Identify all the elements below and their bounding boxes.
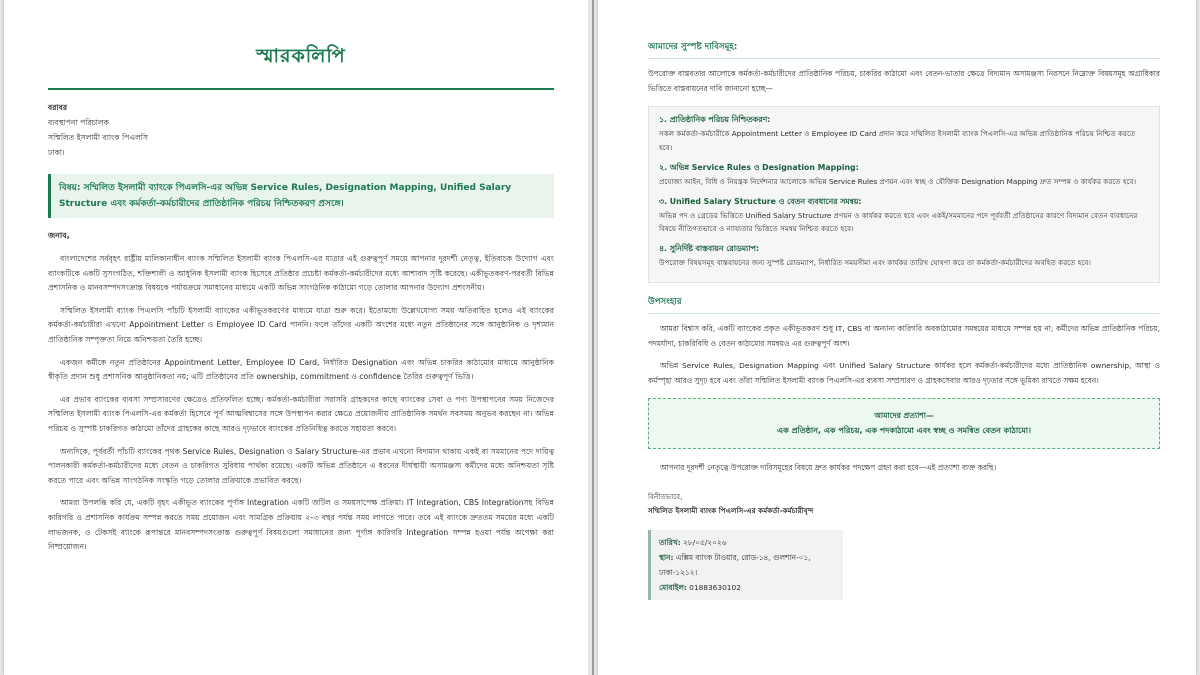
- place-value: এক্সিম ব্যাংক টাওয়ার, রোড-১৪, গুলশান-০১, ঢাকা-১২১২।: [659, 552, 811, 577]
- demand-title: ৩. Unified Salary Structure ও বেতন ব্যবধানের সমন্বয়:: [659, 196, 862, 206]
- memo-title: স্মারকলিপি: [256, 45, 346, 67]
- title-divider: [48, 88, 554, 90]
- demands-box: [648, 106, 1160, 283]
- salutation: জনাব,: [48, 231, 70, 240]
- conclusion-paragraph: আমরা বিশ্বাস করি, একটি ব্যাংকের প্রকৃত একীভূতকরণ শুধু IT, CBS বা অন্যান্য কারিগরি অবকাঠামোর সমন্বয়ের মাধ্যমে সম্পন্ন হয় না; কর্মীদের অভিন্ন প্রাতিষ্ঠানিক পরিচয়, পদমর্যাদা, চাকরিবিধি ও বেতন কাঠামোর সমন্বয়ও এর গুরুত্বপূর্ণ অংশ।: [648, 323, 1160, 348]
- demand-text: প্রযোজ্য আইন, বিধি ও নিয়ন্ত্রক নির্দেশনার আলোকে অভিন্ন Service Rules প্রণয়ন এবং স্বচ্ছ ও যৌক্তিক Designation Mapping দ্রুত সম্পন্ন ও কার্যকর করতে হবে।: [659, 176, 1137, 186]
- body-paragraph: বাংলাদেশের সর্ববৃহৎ রাষ্ট্রীয় মালিকানাধীন ব্যাংক সম্মিলিত ইসলামী ব্যাংক পিএলসি-এর যাত্রার এই গুরুত্বপূর্ণ সময়ে আপনার দূরদর্শী নেতৃত্ব, ইতিবাচক উদ্যোগ এবং ব্যাংকটিকে একটি সুসংগঠিত, শক্তিশালী ও আধুনিক ইসলামী ব্যাংক হিসেবে প্রতিষ্ঠার প্রচেষ্টা কর্মকর্তা-কর্মচারীদের মধ্যে আশাবাদ সৃষ্টি করেছে। একীভূতকরণ-পরবর্তী বিভিন্ন প্রশাসনিক ও মানবসম্পদসংক্রান্ত বিষয়কে পর্যায়ক্রমে সমাধানের মাধ্যমে একটি অভিন্ন সাংগঠনিক কাঠামো গড়ে তোলার আপনার উদ্যোগ প্রশংসনীয়।: [48, 254, 554, 293]
- demand-item: [659, 161, 1149, 189]
- body-paragraph: একজন কর্মীকে নতুন প্রতিষ্ঠানের Appointment Letter, Employee ID Card, নির্ধারিত Designation এবং অভিন্ন চাকরির কাঠামোর মাধ্যমে আনুষ্ঠানিক স্বীকৃতি প্রদান শুধু প্রশাসনিক আনুষ্ঠানিকতা নয়; এটি প্রতিষ্ঠানের প্রতি ownership, commitment ও confidence তৈরির গুরুত্বপূর্ণ ভিত্তি।: [48, 357, 554, 382]
- body-paragraph: সম্মিলিত ইসলামী ব্যাংক পিএলসি পাঁচটি ইসলামী ব্যাংকের একীভূতকরণের মাধ্যমে যাত্রা শুরু করে। ইতোমধ্যে উল্লেখযোগ্য সময় অতিবাহিত হলেও এই ব্যাংকের কর্মকর্তা-কর্মচারীরা এখনো Appointment Letter ও Employee ID Card পাননি। ফলে তাঁদের একটি অংশের মধ্যে নতুন প্রতিষ্ঠানের সঙ্গে আনুষ্ঠানিক ও দৃশ্যমান প্রাতিষ্ঠানিক সম্পৃক্ততা নিয়ে অনিশ্চয়তা তৈরি হচ্ছে।: [48, 305, 554, 344]
- signoff: বিনীতভাবে,: [648, 491, 683, 501]
- slogan-intro: আমাদের প্রত্যাশা—: [874, 411, 934, 421]
- signatory: সম্মিলিত ইসলামী ব্যাংক পিএলসি-এর কর্মকর্তা-কর্মচারীবৃন্দ: [648, 505, 814, 515]
- mobile-value: 01883630102: [689, 582, 741, 592]
- body-paragraph: এর প্রভাব ব্যাংকের ব্যবসা সম্প্রসারণের ক্ষেত্রেও প্রতিফলিত হচ্ছে। কর্মকর্তা-কর্মচারীরা সরাসরি গ্রাহকদের কাছে ব্যাংকের সেবা ও পণ্য উপস্থাপনের সময় নিজেদের সম্মিলিত ইসলামী ব্যাংক পিএলসি-এর কর্মকর্তা হিসেবে পূর্ণ আত্মবিশ্বাসের সঙ্গে উপস্থাপন করার ক্ষেত্রে প্রয়োজনীয় প্রাতিষ্ঠানিক সমর্থন সবসময় অনুভব করছেন না। অভিন্ন পরিচয় ও সুস্পষ্ট চাকরিগত কাঠামো তাঁদের গ্রাহকের কাছে আরও দৃঢ়ভাবে ব্যাংকের প্রতিনিধিত্ব করতে সহায়তা করবে।: [48, 394, 554, 433]
- demand-item: [659, 242, 1149, 270]
- demand-title: ২. অভিন্ন Service Rules ও Designation Mapping:: [659, 162, 859, 172]
- body-paragraph: অন্যদিকে, পূর্ববর্তী পাঁচটি ব্যাংকের পৃথক Service Rules, Designation ও Salary Structure-এর প্রভাব এখনো বিদ্যমান থাকায় একই বা সমমানের পদে দায়িত্ব পালনকারী কর্মকর্তা-কর্মচারীদের মধ্যে বেতন ও চাকরিগত সুবিধায় পার্থক্য রয়েছে। একটি অভিন্ন প্রতিষ্ঠানে এ ধরনের দীর্ঘস্থায়ী অসামঞ্জস্য কর্মীদের মধ্যে অনিশ্চয়তা সৃষ্টি করতে পারে এবং অভিন্ন সাংগঠনিক সংস্কৃতি গড়ে তোলার প্রক্রিয়াকে প্রভাবিত করছে।: [48, 446, 554, 485]
- demand-title: ৪. সুনির্দিষ্ট বাস্তবায়ন রোডম্যাপ:: [659, 244, 759, 254]
- page-two: [598, 0, 1196, 675]
- mobile-row: [659, 580, 835, 595]
- closing-paragraph: আপনার দূরদর্শী নেতৃত্বে উপরোক্ত দাবিসমূহের বিষয়ে দ্রুত কার্যকর পদক্ষেপ গ্রহণ করা হবে—এই প্রত্যাশা ব্যক্ত করছি।: [660, 463, 997, 473]
- place-label: স্থান:: [659, 552, 674, 562]
- meta-box: [648, 530, 843, 600]
- recipient-line: সম্মিলিত ইসলামী ব্যাংক পিএলসি: [48, 133, 148, 142]
- body-paragraph: আমরা উপলব্ধি করি যে, একটি বৃহৎ একীভূত ব্যাংকের পূর্ণাঙ্গ Integration একটি জটিল ও সময়সাপেক্ষ প্রক্রিয়া। IT Integration, CBS Integrationসহ বিভিন্ন কারিগরি ও প্রশাসনিক কার্যক্রম সম্পন্ন করতে সময় প্রয়োজন এবং সামগ্রিক প্রক্রিয়ায় ২–৩ বছর পর্যন্ত সময় লাগতে পারে। তবে এই ব্যাংকে দ্রুততম সময়ের মধ্যে একটি লাভজনক, ও টেকসই ব্যাংকে রূপান্তরে মানবসম্পদসংক্রান্ত গুরুত্বপূর্ণ বিষয়গুলো সমাধানের জন্য পূর্ণাঙ্গ কারিগরি Integration সম্পন্ন হওয়া পর্যন্ত অপেক্ষা করা নিষ্প্রয়োজন।: [48, 498, 555, 552]
- date-row: [659, 535, 835, 550]
- slogan-box: [648, 398, 1160, 449]
- mobile-label: মোবাইল:: [659, 582, 687, 592]
- recipient-label: বরাবর: [48, 103, 68, 112]
- conclusion-paragraph: অভিন্ন Service Rules, Designation Mapping এবং Unified Salary Structure কার্যকর হলে কর্মকর্তা-কর্মচারীদের মধ্যে প্রাতিষ্ঠানিক ownership, আস্থা ও কর্মস্পৃহা আরও সুদৃঢ় হবে এবং তাঁরা সম্মিলিত ইসলামী ব্যাংক পিএলসি-এর ব্যবসা সম্প্রসারণ ও গ্রাহকসেবার আরও দৃঢ়তার সঙ্গে ভূমিকা রাখতে সক্ষম হবেন।: [648, 361, 1160, 385]
- recipient-block: [48, 100, 554, 160]
- date-label: তারিখ:: [659, 537, 681, 547]
- recipient-line: ঢাকা।: [48, 148, 65, 157]
- conclusion-heading: উপসংহার: [648, 295, 1160, 314]
- demand-title: ১. প্রাতিষ্ঠানিক পরিচয় নিশ্চিতকরণ:: [659, 115, 771, 125]
- demand-text: সকল কর্মকর্তা-কর্মচারীকে Appointment Letter ও Employee ID Card প্রদান করে সম্মিলিত ইসলামী ব্যাংক পিএলসি-এর অভিন্ন প্রাতিষ্ঠানিক পরিচয় নিশ্চিত করতে হবে।: [659, 129, 1136, 152]
- page-one: [4, 0, 588, 675]
- place-row: [659, 550, 835, 580]
- demand-text: উপরোক্ত বিষয়সমূহ বাস্তবায়নের জন্য সুস্পষ্ট রোডম্যাপ, নির্ধারিত সময়সীমা এবং কার্যকর তারিখ ঘোষণা করে তা কর্মকর্তা-কর্মচারীদের অবহিত করতে হবে।: [659, 258, 1091, 268]
- date-value: ২৮/০৫/২০২৬: [683, 537, 727, 547]
- demands-intro: উপরোক্ত বাস্তবতার আলোকে কর্মকর্তা-কর্মচারীদের প্রাতিষ্ঠানিক পরিচয়, চাকরির কাঠামো এবং বেতন-ভাতার ক্ষেত্রে বিদ্যমান অসামঞ্জস্য নিরসনে নিম্নোক্ত বিষয়সমূহ অগ্রাধিকার ভিত্তিতে বাস্তবায়নের দাবি জানানো হচ্ছে—: [648, 69, 1160, 93]
- demand-text: অভিন্ন পদ ও গ্রেডের ভিত্তিতে Unified Salary Structure প্রণয়ন ও কার্যকর করতে হবে এবং একই/সমমানের পদে পূর্ববর্তী প্রতিষ্ঠানের কারণে বিদ্যমান বেতন ব্যবধানের বিষয়ে নীতিগতভাবে ও ন্যায্যতার ভিত্তিতে সমন্বয় নিশ্চিত করতে হবে।: [659, 210, 1138, 234]
- page-divider: [588, 0, 598, 675]
- recipient-line: ব্যবস্থাপনা পরিচালক: [48, 118, 109, 127]
- demand-item: [659, 195, 1149, 237]
- subject-box: বিষয়: সম্মিলিত ইসলামী ব্যাংকে পিএলসি-এর অভিন্ন Service Rules, Designation Mapping, Unified Salary Structure এবং কর্মকর্তা-কর্মচারীদের প্রাতিষ্ঠানিক পরিচয় নিশ্চিতকরণ প্রসঙ্গে।: [48, 174, 554, 218]
- demands-heading: আমাদের সুস্পষ্ট দাবিসমূহ:: [648, 40, 1160, 59]
- signature-block: [648, 490, 1160, 518]
- slogan-text: এক প্রতিষ্ঠান, এক পরিচয়, এক পদকাঠামো এবং স্বচ্ছ ও সমন্বিত বেতন কাঠামো।: [776, 426, 1031, 436]
- demand-item: [659, 113, 1149, 155]
